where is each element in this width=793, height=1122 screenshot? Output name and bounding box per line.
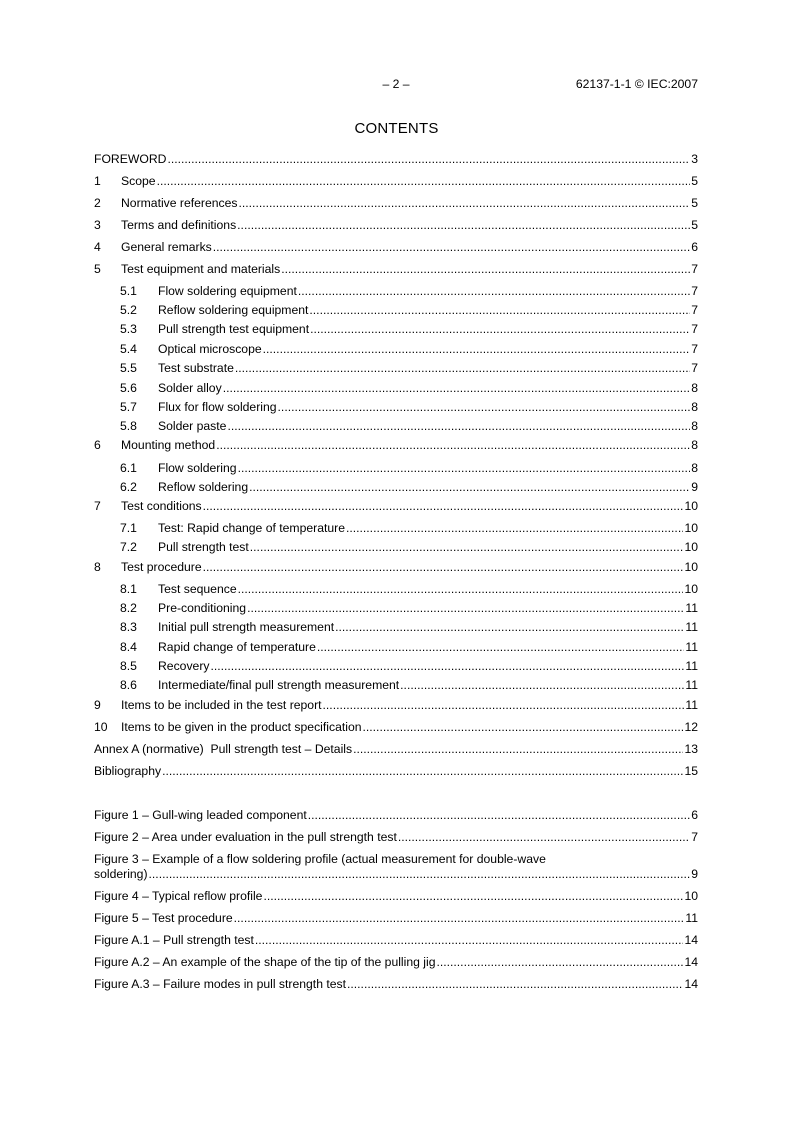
- toc-entry-3[interactable]: [94, 218, 698, 233]
- toc-entry-title: Test substrate: [158, 361, 234, 375]
- toc-entry-8-4[interactable]: [120, 640, 698, 655]
- toc-entry-page: 6: [691, 240, 698, 254]
- figure-entry-title: Figure A.1 – Pull strength test: [94, 933, 254, 947]
- toc-entry-title: Flux for flow soldering: [158, 400, 277, 414]
- figure-entry-page: 14: [684, 933, 698, 947]
- toc-entry-title: Solder alloy: [158, 381, 222, 395]
- toc-entry-number: 8.4: [120, 640, 137, 654]
- toc-entry-title: Pull strength test equipment: [158, 322, 310, 336]
- page-number: – 2 –: [382, 77, 410, 91]
- document-id: 62137-1-1 © IEC:2007: [575, 77, 698, 91]
- toc-entry-title: Items to be included in the test report: [121, 698, 322, 712]
- toc-entry-number: 5.1: [120, 284, 137, 298]
- figure-entry-title: Figure 4 – Typical reflow profile: [94, 889, 263, 903]
- toc-entry-number: 8.1: [120, 582, 137, 596]
- toc-entry-number: 8.5: [120, 659, 137, 673]
- figure-entry-page: 14: [684, 977, 698, 991]
- toc-entry-number: 6.1: [120, 461, 137, 475]
- toc-entry-5-8[interactable]: [120, 419, 698, 434]
- toc-entry-number: 5.6: [120, 381, 137, 395]
- toc-entry-page: 7: [691, 303, 698, 317]
- toc-entry-6-1[interactable]: [120, 461, 698, 476]
- toc-entry-number: 4: [94, 240, 101, 254]
- toc-entry-title: Test: Rapid change of temperature: [158, 521, 345, 535]
- toc-entry-title: Initial pull strength measurement: [158, 620, 335, 634]
- toc-entry-number: 5.4: [120, 342, 137, 356]
- toc-entry-page: 7: [691, 284, 698, 298]
- toc-entry-title: Pull strength test: [158, 540, 249, 554]
- toc-entry-number: 6.2: [120, 480, 137, 494]
- toc-entry-5-7[interactable]: [120, 400, 698, 415]
- page-header: [94, 77, 698, 93]
- toc-entry-page: 3: [691, 152, 698, 166]
- toc-entry-page: 8: [691, 461, 698, 475]
- toc-entry-1[interactable]: [94, 174, 698, 189]
- figure-entry-4[interactable]: [94, 889, 698, 904]
- toc-entry-number: 10: [94, 720, 108, 734]
- toc-entry-title: FOREWORD: [94, 152, 167, 166]
- toc-entry-bibliography[interactable]: [94, 764, 698, 779]
- toc-entry-page: 11: [685, 659, 698, 673]
- toc-entry-number: 5.2: [120, 303, 137, 317]
- toc-entry-5-3[interactable]: [120, 322, 698, 337]
- toc-entry-title: Bibliography: [94, 764, 162, 778]
- toc-entry-10[interactable]: [94, 720, 698, 735]
- toc-entry-page: 7: [691, 262, 698, 276]
- toc-entry-7-1[interactable]: [120, 521, 698, 536]
- toc-entry-title: Reflow soldering equipment: [158, 303, 309, 317]
- toc-entry-title: Recovery: [158, 659, 210, 673]
- figure-entry-title-line2: soldering): [94, 867, 148, 881]
- toc-entry-title: Mounting method: [121, 438, 216, 452]
- toc-entry-page: 11: [685, 601, 698, 615]
- toc-entry-page: 7: [691, 361, 698, 375]
- contents-title: CONTENTS: [354, 120, 439, 137]
- toc-entry-page: 11: [685, 640, 698, 654]
- toc-entry-number: 7.2: [120, 540, 137, 554]
- toc-entry-page: 8: [691, 438, 698, 452]
- toc-entry-title: Pre-conditioning: [158, 601, 247, 615]
- figure-entry-a3[interactable]: [94, 977, 698, 992]
- toc-entry-4[interactable]: [94, 240, 698, 255]
- toc-entry-title: Rapid change of temperature: [158, 640, 316, 654]
- figure-entry-title: Figure 5 – Test procedure: [94, 911, 233, 925]
- toc-entry-foreword[interactable]: [94, 152, 698, 167]
- toc-entry-page: 10: [684, 560, 698, 574]
- figure-entry-page: 14: [684, 955, 698, 969]
- toc-entry-number: 7: [94, 499, 101, 513]
- toc-entry-number: 5.5: [120, 361, 137, 375]
- toc-entry-page: 7: [691, 322, 698, 336]
- toc-entry-title: Items to be given in the product specification: [121, 720, 362, 734]
- toc-entry-title: General remarks: [121, 240, 212, 254]
- toc-entry-8-2[interactable]: [120, 601, 698, 616]
- toc-entry-5[interactable]: [94, 262, 698, 277]
- toc-entry-title: Test sequence: [158, 582, 237, 596]
- toc-entry-7[interactable]: [94, 499, 698, 514]
- toc-entry-title: Solder paste: [158, 419, 227, 433]
- toc-entry-6-2[interactable]: [120, 480, 698, 495]
- figure-entry-title: Figure A.3 – Failure modes in pull strength test: [94, 977, 347, 991]
- toc-entry-7-2[interactable]: [120, 540, 698, 555]
- toc-entry-title: Annex A (normative) Pull strength test – Details: [94, 742, 353, 756]
- toc-entry-page: 10: [684, 582, 698, 596]
- toc-entry-page: 11: [685, 678, 698, 692]
- toc-entry-page: 12: [684, 720, 698, 734]
- figure-entry-page: 11: [685, 911, 698, 925]
- toc-entry-number: 1: [94, 174, 101, 188]
- figure-entry-title: Figure A.2 – An example of the shape of the tip of the pulling jig: [94, 955, 436, 969]
- figure-entry-1[interactable]: [94, 808, 698, 823]
- toc-entry-9[interactable]: [94, 698, 698, 713]
- figure-entry-a2[interactable]: [94, 955, 698, 970]
- toc-entry-8-1[interactable]: [120, 582, 698, 597]
- toc-entry-page: 10: [684, 499, 698, 513]
- toc-entry-number: 5.8: [120, 419, 137, 433]
- toc-entry-page: 10: [684, 521, 698, 535]
- toc-entry-title: Test procedure: [121, 560, 202, 574]
- toc-entry-page: 8: [691, 400, 698, 414]
- toc-entry-page: 8: [691, 419, 698, 433]
- toc-entry-title: Test conditions: [121, 499, 202, 513]
- toc-entry-8[interactable]: [94, 560, 698, 575]
- toc-entry-page: 5: [691, 218, 698, 232]
- toc-entry-5-5[interactable]: [120, 361, 698, 376]
- toc-entry-number: 7.1: [120, 521, 137, 535]
- toc-entry-page: 11: [685, 620, 698, 634]
- toc-entry-8-5[interactable]: [120, 659, 698, 674]
- toc-entry-number: 2: [94, 196, 101, 210]
- figure-entry-3[interactable]: [94, 852, 698, 882]
- figure-entry-2[interactable]: [94, 830, 698, 845]
- toc-entry-2[interactable]: [94, 196, 698, 211]
- toc-entry-number: 5.3: [120, 322, 137, 336]
- toc-entry-page: 11: [685, 698, 698, 712]
- toc-entry-number: 5.7: [120, 400, 137, 414]
- toc-entry-title: Optical microscope: [158, 342, 262, 356]
- toc-entry-number: 6: [94, 438, 101, 452]
- toc-entry-page: 10: [684, 540, 698, 554]
- toc-entry-8-3[interactable]: [120, 620, 698, 635]
- figure-entry-title-line1: Figure 3 – Example of a flow soldering profile (actual measurement for double-wave: [94, 852, 546, 866]
- toc-entry-title: Test equipment and materials: [121, 262, 281, 276]
- toc-entry-5-4[interactable]: [120, 342, 698, 357]
- toc-entry-title: Terms and definitions: [121, 218, 237, 232]
- toc-entry-page: 13: [684, 742, 698, 756]
- figure-entry-title: Figure 2 – Area under evaluation in the pull strength test: [94, 830, 397, 844]
- toc-entry-number: 3: [94, 218, 101, 232]
- figure-entry-page: 9: [691, 867, 698, 881]
- figure-entry-a1[interactable]: [94, 933, 698, 948]
- toc-entry-page: 8: [691, 381, 698, 395]
- toc-entry-number: 9: [94, 698, 101, 712]
- toc-entry-title: Scope: [121, 174, 156, 188]
- toc-entry-annex-a[interactable]: [94, 742, 698, 757]
- toc-entry-title: Normative references: [121, 196, 238, 210]
- toc-entry-number: 8: [94, 560, 101, 574]
- toc-entry-5-2[interactable]: [120, 303, 698, 318]
- toc-entry-title: Flow soldering: [158, 461, 237, 475]
- figure-entry-5[interactable]: [94, 911, 698, 926]
- toc-entry-page: 5: [691, 174, 698, 188]
- toc-entry-number: 8.6: [120, 678, 137, 692]
- figure-entry-page: 6: [691, 808, 698, 822]
- toc-entry-page: 7: [691, 342, 698, 356]
- toc-entry-title: Intermediate/final pull strength measurement: [158, 678, 400, 692]
- toc-entry-number: 5: [94, 262, 101, 276]
- toc-entry-6[interactable]: [94, 438, 698, 453]
- toc-entry-8-6[interactable]: [120, 678, 698, 693]
- toc-entry-title: Reflow soldering: [158, 480, 249, 494]
- toc-entry-5-1[interactable]: [120, 284, 698, 299]
- toc-entry-5-6[interactable]: [120, 381, 698, 396]
- toc-entry-number: 8.3: [120, 620, 137, 634]
- toc-entry-page: 9: [691, 480, 698, 494]
- figure-entry-page: 10: [684, 889, 698, 903]
- figure-entry-page: 7: [691, 830, 698, 844]
- toc-entry-number: 8.2: [120, 601, 137, 615]
- toc-entry-page: 15: [684, 764, 698, 778]
- toc-entry-page: 5: [691, 196, 698, 210]
- toc-entry-title: Flow soldering equipment: [158, 284, 297, 298]
- figure-entry-title: Figure 1 – Gull-wing leaded component: [94, 808, 307, 822]
